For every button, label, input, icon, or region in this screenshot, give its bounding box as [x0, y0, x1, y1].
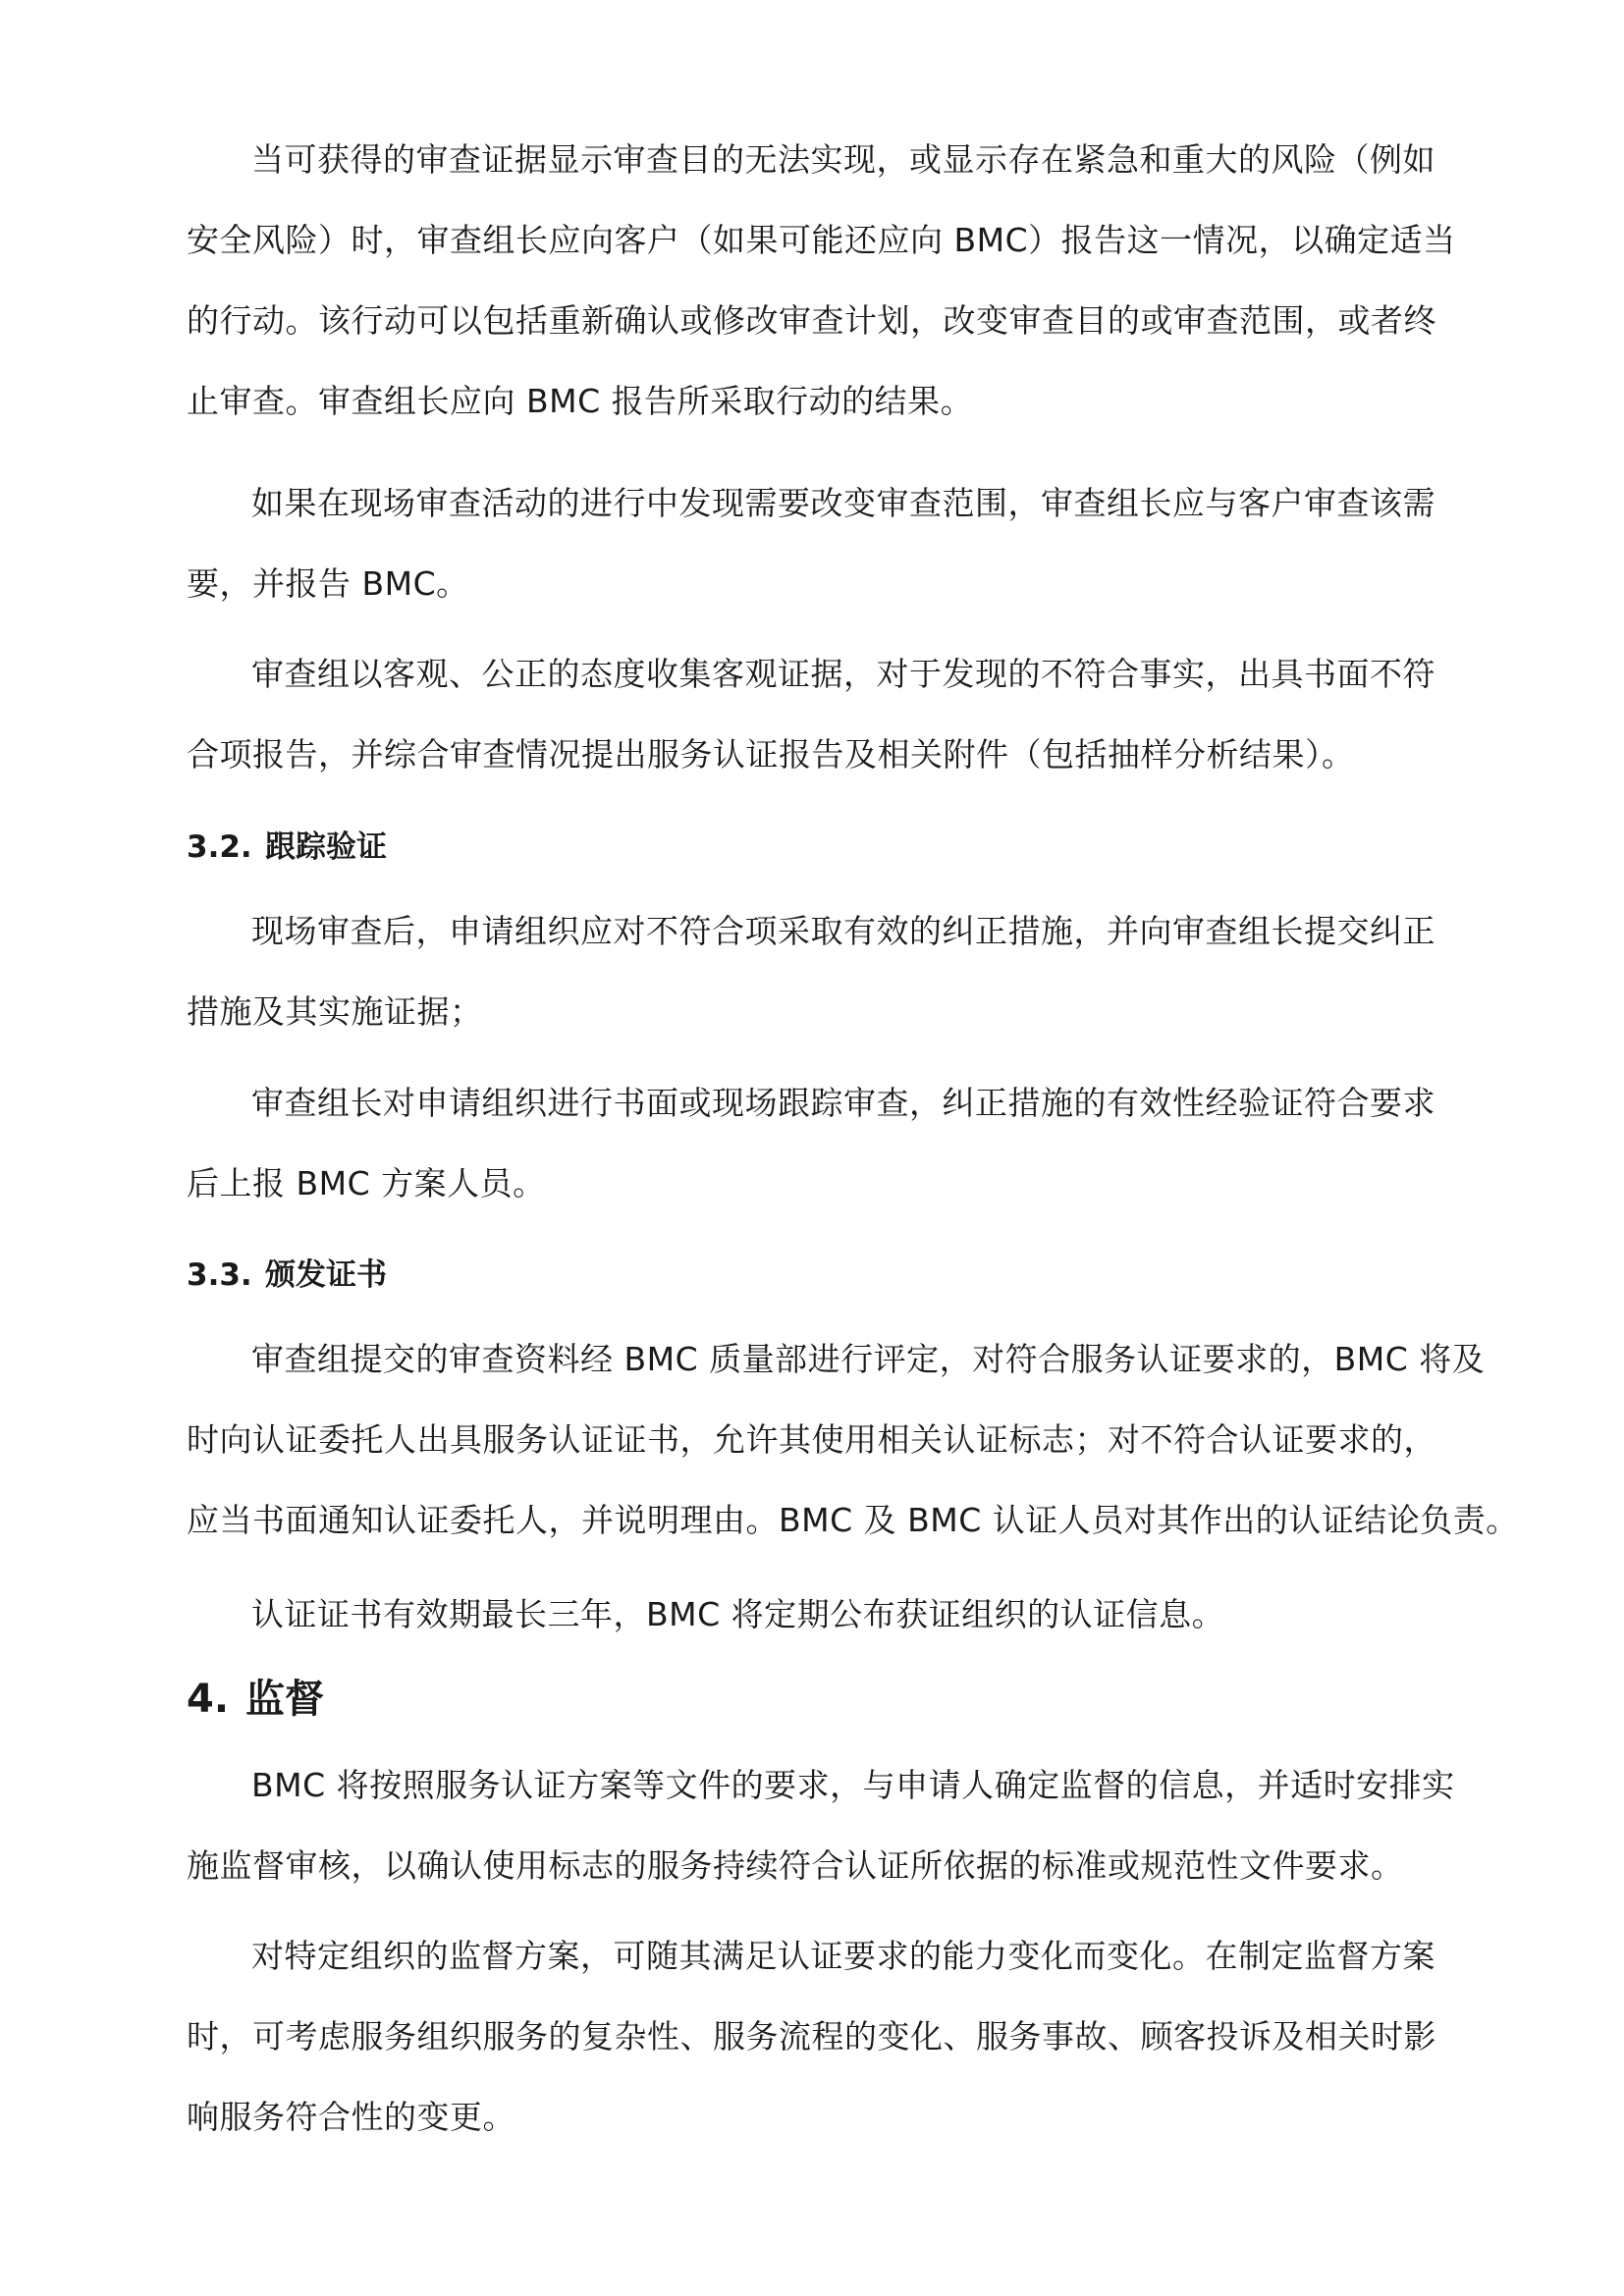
section-title: 跟踪验证: [265, 829, 387, 865]
section-title: 监督: [245, 1677, 324, 1722]
paragraph-follow-up-review: [187, 1063, 1453, 1224]
text-line: 审查组以客观、公正的态度收集客观证据，对于发现的不符合事实，出具书面不符: [251, 655, 1435, 693]
text-line: 措施及其实施证据；: [187, 992, 483, 1031]
text-line: BMC 将按照服务认证方案等文件的要求，与申请人确定监督的信息，并适时安排实: [251, 1766, 1455, 1804]
text-line: 应当书面通知认证委托人，并说明理由。BMC 及 BMC 认证人员对其作出的认证结论负责。: [187, 1501, 1519, 1539]
paragraph-evidence-collection: [187, 634, 1453, 795]
text-line: 认证证书有效期最长三年，BMC 将定期公布获证组织的认证信息。: [251, 1595, 1225, 1633]
text-line: 后上报 BMC 方案人员。: [187, 1164, 546, 1202]
text-line: 施监督审核，以确认使用标志的服务持续符合认证所依据的标准或规范性文件要求。: [187, 1846, 1404, 1885]
paragraph-scope-change: [187, 463, 1453, 624]
section-number: 3.2.: [187, 829, 252, 865]
text-line: 对特定组织的监督方案，可随其满足认证要求的能力变化而变化。在制定监督方案: [251, 1937, 1435, 1975]
section-number: 4.: [187, 1677, 230, 1722]
section-heading-3-3: [187, 1255, 387, 1295]
paragraph-corrective-action: [187, 891, 1453, 1052]
text-line: 审查组提交的审查资料经 BMC 质量部进行评定，对符合服务认证要求的，BMC 将及: [251, 1340, 1486, 1378]
section-number: 3.3.: [187, 1257, 252, 1293]
text-line: 的行动。该行动可以包括重新确认或修改审查计划，改变审查目的或审查范围，或者终: [187, 301, 1436, 340]
paragraph-certificate-issue: [187, 1319, 1519, 1561]
text-line: 要，并报告 BMC。: [187, 564, 469, 603]
text-line: 当可获得的审查证据显示审查目的无法实现，或显示存在紧急和重大的风险（例如: [251, 140, 1435, 179]
paragraph-certificate-validity: [187, 1575, 1453, 1655]
paragraph-surveillance-scheme: [187, 1916, 1453, 2158]
text-line: 时向认证委托人出具服务认证证书，允许其使用相关认证标志；对不符合认证要求的，: [187, 1420, 1436, 1459]
section-title: 颁发证书: [265, 1257, 387, 1293]
text-line: 响服务符合性的变更。: [187, 2098, 515, 2136]
section-heading-4: [187, 1675, 324, 1724]
text-line: 止审查。审查组长应向 BMC 报告所采取行动的结果。: [187, 382, 974, 420]
text-line: 如果在现场审查活动的进行中发现需要改变审查范围，审查组长应与客户审查该需: [251, 484, 1435, 522]
text-line: 合项报告，并综合审查情况提出服务认证报告及相关附件（包括抽样分析结果）。: [187, 735, 1355, 774]
paragraph-surveillance-plan: [187, 1745, 1453, 1906]
text-line: 时，可考虑服务组织服务的复杂性、服务流程的变化、服务事故、顾客投诉及相关时影: [187, 2017, 1436, 2056]
text-line: 审查组长对申请组织进行书面或现场跟踪审查，纠正措施的有效性经验证符合要求: [251, 1084, 1435, 1122]
text-line: 现场审查后，申请组织应对不符合项采取有效的纠正措施，并向审查组长提交纠正: [251, 912, 1435, 950]
text-line: 安全风险）时，审查组长应向客户（如果可能还应向 BMC）报告这一情况，以确定适当: [187, 221, 1456, 259]
section-heading-3-2: [187, 828, 387, 867]
paragraph-audit-risk: [187, 120, 1456, 442]
